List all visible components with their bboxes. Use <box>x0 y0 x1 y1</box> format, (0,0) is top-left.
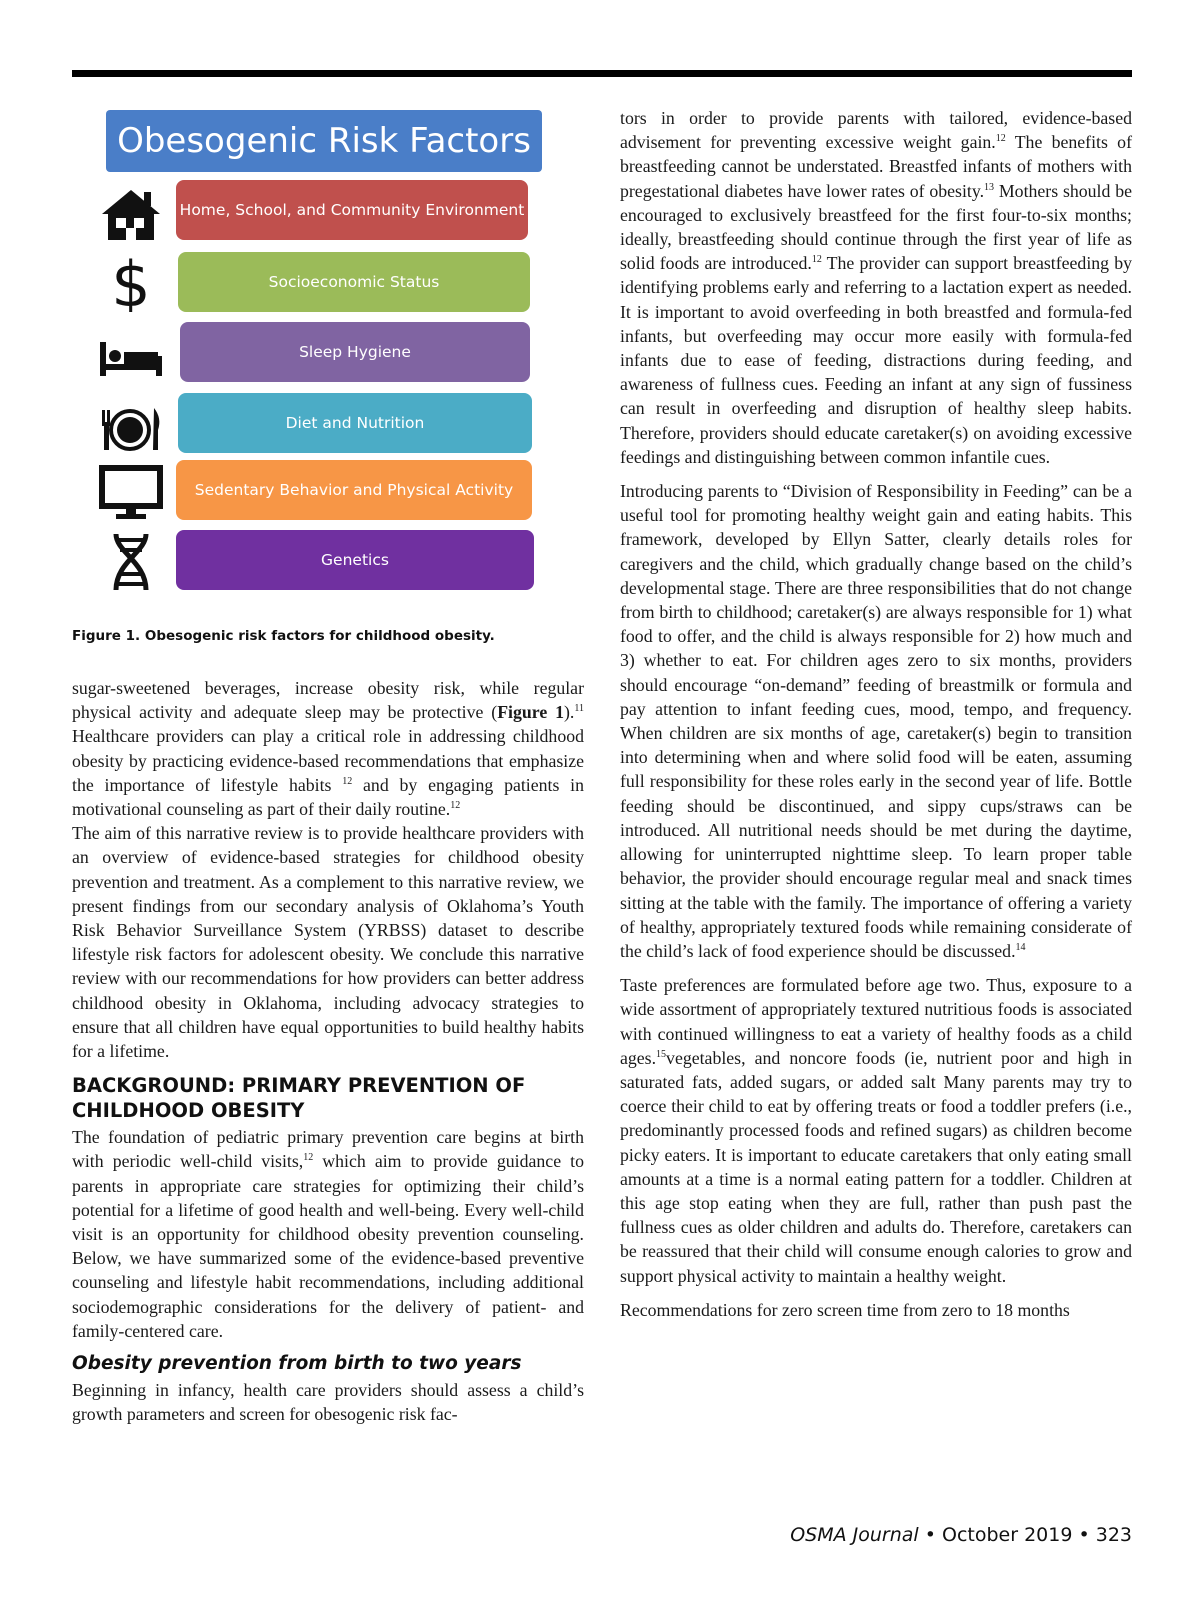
citation: 12 <box>450 800 461 812</box>
paragraph: The aim of this narrative review is to provide healthcare providers with an overview of evidence-based strategies for childhood obesity prevention and treatment. As a complement to this narrative review, we present findings from our secondary analysis of Oklahoma’s Youth Risk Behavior Surveillance System (YRBSS) dataset to describe lifestyle risk factors for adolescent obesity. We conclude this narrative review with our recommendations for how providers can better address childhood obesity in Oklahoma, including advocacy strategies to ensure that all children have equal opportunities to build healthy habits for a lifetime. <box>72 823 584 1062</box>
citation: 15 <box>656 1048 667 1060</box>
issue-date: October 2019 <box>942 1524 1073 1546</box>
dna-icon <box>96 532 166 592</box>
figure-1 <box>72 108 592 668</box>
paragraph: Recommendations for zero screen time from zero to 18 months <box>620 1299 1070 1320</box>
citation: 12 <box>811 254 822 266</box>
figure-title: Obesogenic Risk Factors <box>106 110 542 172</box>
sub-heading: Obesity prevention from birth to two years <box>72 1353 522 1375</box>
plate-utensils-icon <box>96 398 166 458</box>
factor-bar-environment: Home, School, and Community Environment <box>176 180 528 240</box>
citation: 12 <box>303 1152 314 1164</box>
journal-name: OSMA Journal <box>790 1524 919 1546</box>
citation: 13 <box>984 181 995 193</box>
page-footer: OSMA Journal • October 2019 • 323 <box>790 1524 1132 1546</box>
page-number: 323 <box>1095 1524 1132 1546</box>
paragraph: Taste preferences are formulated before age two. Thus, exposure to a wide assortment of appropriately textured nutritious foods is associated with continued willingness to eat a variety of healthy foods as a child ages.$^{15}$vegetables, and noncore foods (ie, nutrient poor and high in saturated fats, added sugars, or added salt Many parents may try to coerce their child to eat by offering treats or food a toddler prefers (i.e., predominantly processed foods and refined sugars) as children become picky eaters. It is important to educate caretakers that only eating small amounts at a time is a normal eating pattern for a toddler. Children at this age stop eating when they are full, rather than push past the fullness cues as older children and adults do. Therefore, caretakers can be reassured that their child will consume enough calories to grow and support physical activity to maintain a healthy weight. <box>620 975 1132 1286</box>
factor-bar-socioeconomic: Socioeconomic Status <box>178 252 530 312</box>
right-column <box>620 106 1132 1322</box>
citation: 11 <box>574 703 584 715</box>
house-icon <box>96 184 166 244</box>
top-rule <box>72 70 1132 77</box>
section-heading: BACKGROUND: PRIMARY PREVENTION OF CHILDHOOD OBESITY <box>72 1074 526 1123</box>
dollar-icon <box>96 252 166 312</box>
paragraph: Beginning in infancy, health care providers should assess a child’s growth parameters and screen for obesogenic risk fac- <box>72 1380 584 1425</box>
svg-text:$: $ <box>111 252 151 312</box>
left-column <box>72 676 584 1426</box>
citation: 12 <box>995 133 1006 145</box>
citation: 12 <box>342 775 353 787</box>
paragraph: Introducing parents to “Division of Responsibility in Feeding” can be a useful tool for promoting healthy weight gain and eating habits. This framework, developed by Ellyn Satter, clearly details roles for caregivers and the child, which gradually change based on the child’s developmental stage. There are three responsibilities that do not change from birth to childhood; caretaker(s) are always responsible for 1) what food to offer, and the child is always responsible for 2) how much and 3) whether to eat. For children ages zero to six months, providers should encourage “on-demand” feeding of breastmilk or formula and pay attention to infant feeding cues, mood, tempo, and frequency. When children are six months of age, caretaker(s) begin to transition into determining when and where solid food will be eaten, assuming full responsibility for these roles early in the second year of life. Bottle feeding should be discontinued, and sippy cups/straws can be introduced. All nutritional needs should be met during the daytime, allowing for uninterrupted nighttime sleep. To learn proper table behavior, the provider should encourage regular meal and snack times sitting at the table with the family. The importance of offering a variety of healthy, appropriately textured foods while remaining considerate of the child’s lack of food experience should be discussed.$^{14}$ <box>620 481 1132 961</box>
figure-caption: Figure 1. Obesogenic risk factors for childhood obesity. <box>72 628 495 644</box>
paragraph: sugar-sweetened beverages, increase obesity risk, while regular physical activity and adequate sleep may be protective (Figure 1).$^{11}$ Healthcare providers can play a critical role in addressing childhood obesity by practicing evidence-based recommendations that emphasize the importance of lifestyle habits $^{12}$ and by engaging patients in motivational counseling as part of their daily routine.$^{12}$ <box>72 678 584 820</box>
factor-bar-sleep: Sleep Hygiene <box>180 322 530 382</box>
figure-reference: Figure 1 <box>497 702 564 723</box>
bed-icon <box>96 326 166 386</box>
paragraph: The foundation of pediatric primary prevention care begins at birth with periodic well-child visits,$^{12}$ which aim to provide guidance to parents in appropriate care strategies for optimizing their child’s potential for a lifetime of good health and well-being. Every well-child visit is an opportunity for childhood obesity prevention counseling. Below, we have summarized some of the evidence-based preventive counseling and lifestyle habit recommendations, including additional sociodemographic considerations for the delivery of patient- and family-centered care. <box>72 1127 584 1341</box>
monitor-icon <box>96 464 166 524</box>
factor-bar-diet: Diet and Nutrition <box>178 393 532 453</box>
factor-bar-genetics: Genetics <box>176 530 534 590</box>
citation: 14 <box>1015 941 1026 953</box>
factor-bar-sedentary: Sedentary Behavior and Physical Activity <box>176 460 532 520</box>
paragraph: tors in order to provide parents with tailored, evidence-based advisement for preventing excessive weight gain.$^{12}$ The benefits of breastfeeding cannot be understated. Breastfed infants of mothers with pregestational diabetes have lower rates of obesity.$^{13}$ Mothers should be encouraged to exclusively breastfeed for the first four-to-six months; ideally, breastfeeding should continue through the first year of life as solid foods are introduced.$^{12}$ The provider can support breastfeeding by identifying problems early and referring to a lactation expert as needed. It is important to avoid overfeeding in both breastfed and formula-fed infants, but overfeeding may occur more easily with formula-fed infants due to ease of feeding, distractions during feeding, and awareness of fullness cues. Feeding an infant at any sign of fussiness can result in overfeeding and disruption of healthy sleep habits. Therefore, providers should educate caretaker(s) on avoiding excessive feedings and distinguishing between common infantile cues. <box>620 108 1132 467</box>
